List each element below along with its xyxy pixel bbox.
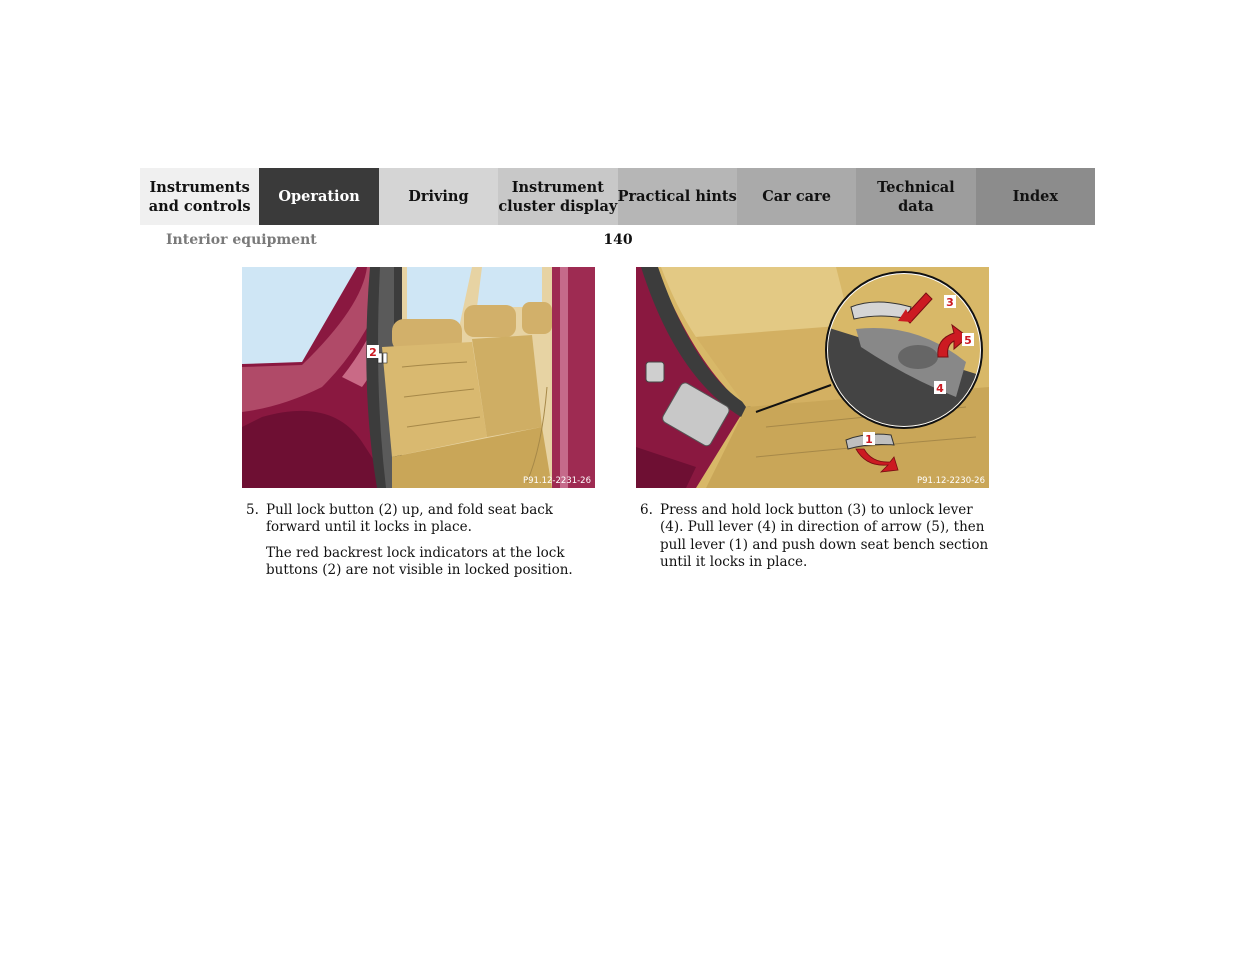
callout-4 bbox=[934, 381, 946, 395]
tab-technical-data[interactable] bbox=[856, 168, 975, 225]
figure-code: P91.12-2231-26 bbox=[522, 476, 591, 486]
callout-number: 2 bbox=[369, 346, 377, 359]
section-title: Interior equipment bbox=[166, 232, 317, 248]
callout-1 bbox=[863, 432, 875, 446]
callout-number: 3 bbox=[946, 296, 954, 309]
tab-index[interactable] bbox=[976, 168, 1095, 225]
tab-practical-hints[interactable] bbox=[618, 168, 737, 225]
instruction-step-6 bbox=[640, 502, 990, 579]
step-text: Pull lock button (2) up, and fold seat back forward until it locks in place. bbox=[266, 502, 553, 536]
tab-label: Practical hints bbox=[617, 188, 737, 205]
tab-label: Instruments and controls bbox=[148, 178, 251, 215]
tab-driving[interactable] bbox=[379, 168, 498, 225]
callout-2 bbox=[367, 345, 379, 359]
tab-label: Car care bbox=[762, 188, 831, 205]
step-number: 5. bbox=[246, 502, 259, 518]
rear-seat-illustration bbox=[242, 267, 595, 488]
tab-label: Operation bbox=[278, 188, 360, 205]
tab-instrument-cluster-display[interactable] bbox=[498, 168, 617, 225]
tab-instruments-and-controls[interactable] bbox=[140, 168, 259, 225]
tab-car-care[interactable] bbox=[737, 168, 856, 225]
page-number: 140 bbox=[603, 232, 633, 248]
callout-number: 1 bbox=[865, 433, 873, 446]
seat-bench-illustration bbox=[636, 267, 989, 488]
tab-label: Driving bbox=[408, 188, 469, 205]
figure-seat-bench-levers bbox=[636, 267, 989, 488]
callout-5 bbox=[962, 333, 974, 347]
instruction-step-5 bbox=[246, 502, 596, 587]
figure-code: P91.12-2230-26 bbox=[916, 476, 985, 486]
callout-number: 5 bbox=[964, 334, 972, 347]
tab-label: Instrument cluster display bbox=[498, 178, 618, 215]
tab-label: Technical data bbox=[877, 178, 955, 215]
step-text: Press and hold lock button (3) to unlock lever (4). Pull lever (4) in direction of arrow (5), then pull lever (1) and push down seat bench section until it locks in place. bbox=[660, 502, 989, 570]
step-number: 6. bbox=[640, 502, 653, 518]
tab-label: Index bbox=[1012, 188, 1058, 205]
step-note: The red backrest lock indicators at the lock buttons (2) are not visible in locked position. bbox=[266, 544, 573, 578]
callout-number: 4 bbox=[936, 382, 944, 395]
callout-3 bbox=[944, 295, 956, 309]
figure-rear-seat-lock-button bbox=[242, 267, 595, 488]
chapter-tabs bbox=[140, 168, 1095, 225]
tab-operation[interactable] bbox=[259, 168, 378, 225]
